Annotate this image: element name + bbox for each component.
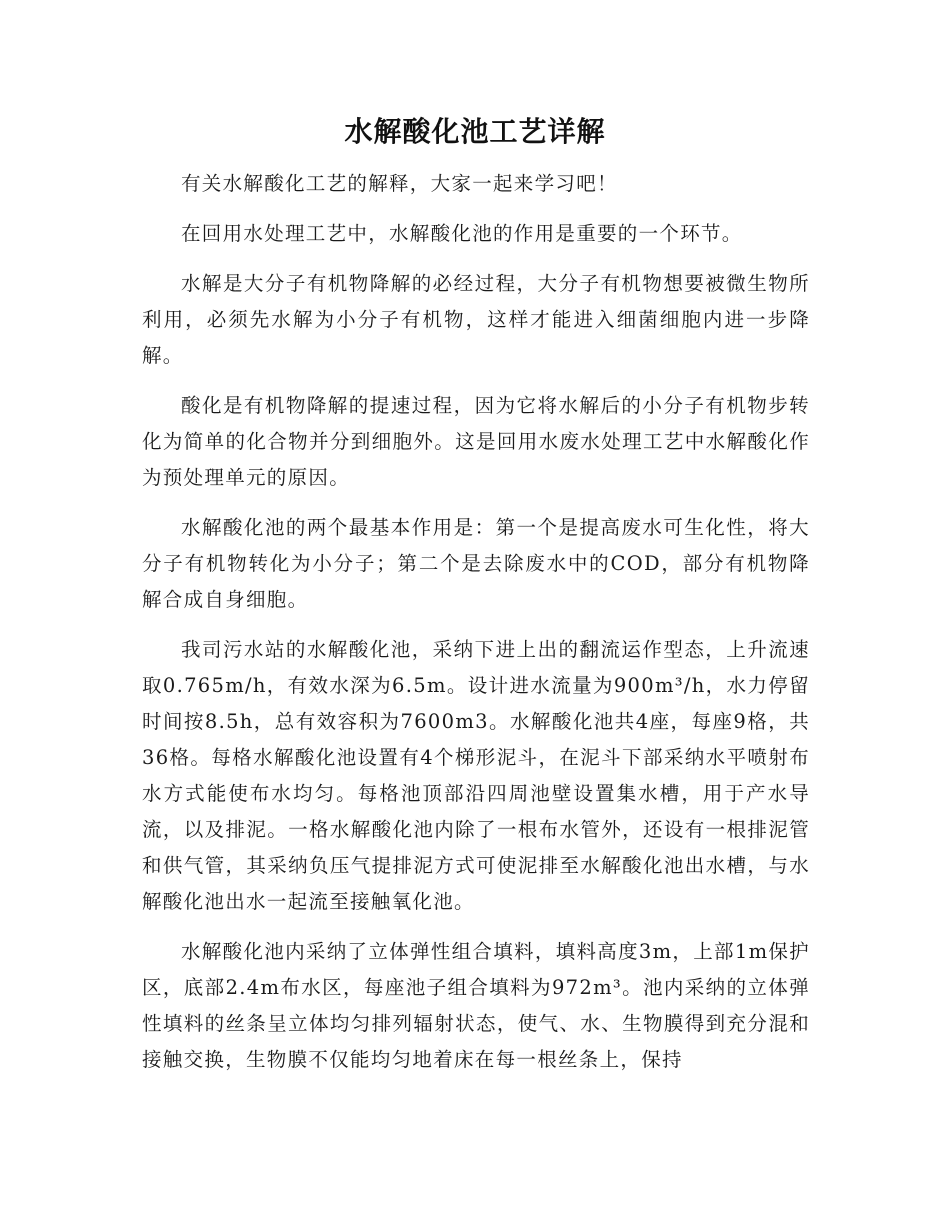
paragraph-role: 在回用水处理工艺中，水解酸化池的作用是重要的一个环节。 <box>181 222 743 245</box>
paragraph-filler: 水解酸化池内采纳了立体弹性组合填料，填料高度3m，上部1m保护区，底部2.4m布水区，每座池子组合填料为972m³。池内采纳的立体弹性填料的丝条呈立体均匀排列辐射状态，使气、水、生物膜得到充分混和接触交换，生物膜不仅能均匀地着床在每一根丝条上，保持 <box>142 940 810 1071</box>
paragraph-plant-design: 我司污水站的水解酸化池，采纳下进上出的翻流运作型态，上升流速取0.765m/h，有效水深为6.5m。设计进水流量为900m³/h，水力停留时间按8.5h，总有效容积为7600m3。水解酸化池共4座，每座9格，共36格。每格水解酸化池设置有4个梯形泥斗，在泥斗下部采纳水平喷射布水方式能使布水均匀。每格池顶部沿四周池壁设置集水槽，用于产水导流，以及排泥。一格水解酸化池内除了一根布水管外，还设有一根排泥管和供气管，其采纳负压气提排泥方式可使泥排至水解酸化池出水槽，与水解酸化池出水一起流至接触氧化池。 <box>142 638 810 913</box>
paragraph-hydrolysis: 水解是大分子有机物降解的必经过程，大分子有机物想要被微生物所利用，必须先水解为小分子有机物，这样才能进入细菌细胞内进一步降解。 <box>142 272 810 367</box>
paragraph-basic-functions: 水解酸化池的两个最基本作用是：第一个是提高废水可生化性，将大分子有机物转化为小分子；第二个是去除废水中的COD，部分有机物降解合成自身细胞。 <box>142 516 810 611</box>
document-title: 水解酸化池工艺详解 <box>344 115 606 148</box>
paragraph-intro: 有关水解酸化工艺的解释，大家一起来学习吧！ <box>181 172 618 195</box>
document-body <box>142 166 810 1092</box>
paragraph-acidification: 酸化是有机物降解的提速过程，因为它将水解后的小分子有机物步转化为简单的化合物并分到细胞外。这是回用水废水处理工艺中水解酸化作为预处理单元的原因。 <box>142 394 810 489</box>
